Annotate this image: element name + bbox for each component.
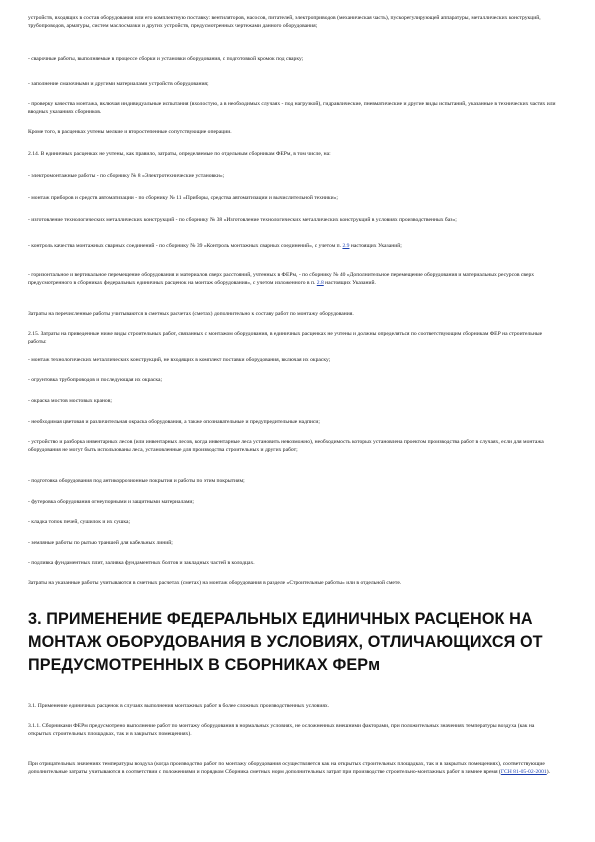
paragraph: Кроме того, в расценках учтены мелкие и второстепенные сопутствующие операции.	[28, 129, 232, 135]
paragraph: устройств, входящих в состав оборудования или его комплектную поставку: вентиляторов, насосов, питателей, электроприводов (механическая часть), пускорегулирующей аппаратуры, металлических конструкций, трубопроводов, арматуры, систем маслосмазки и других устройств, предусмотренных чертежами данного оборудования;	[28, 15, 541, 29]
paragraph: 2.15. Затраты на приведенные ниже виды строительных работ, связанных с монтажом оборудования, в единичных расценках не учтены и должны определяться по соответствующим сборникам ФЕР на строительные работы:	[28, 331, 543, 345]
paragraph-text: ).	[546, 769, 550, 775]
paragraph-text: настоящих Указаний;	[349, 243, 402, 249]
standard-link[interactable]: ГСН 81-05-02-2001	[500, 769, 547, 775]
paragraph: - сварочные работы, выполняемые в процессе сборки и установки оборудования, с подготовкой кромок под сварку;	[28, 56, 304, 62]
paragraph	[28, 760, 558, 776]
paragraph: - огрунтовка трубопроводов и последующая их окраска;	[28, 377, 163, 383]
paragraph: - футеровка оборудования огнеупорными и защитными материалами;	[28, 499, 194, 505]
paragraph: - окраска мостов мостовых кранов;	[28, 398, 112, 404]
paragraph	[28, 242, 558, 250]
paragraph-text: - горизонтальное и вертикальное перемещение оборудования и материалов сверх расстояний, учтенных в ФЕРм, - по сборнику № 40 «Дополнительное перемещение оборудования и материальных ресурсов сверх предусмотренного в сборниках федеральных единичных расценок на монтаж оборудования», с учетом изложенного в п.	[28, 272, 535, 286]
paragraph-text: - контроль качества монтажных сварных соединений - по сборнику № 39 «Контроль монтажных сварных соединений», с учетом п.	[28, 243, 343, 249]
paragraph: - необходимая цветовая и различительная окраска оборудования, а также опознавательные и предупредительные надписи;	[28, 419, 320, 425]
paragraph-text: настоящих Указаний.	[323, 280, 376, 286]
paragraph: 2.14. В единичных расценках не учтены, как правило, затраты, определяемые по отдельным сборникам ФЕРм, в том числе, на:	[28, 151, 331, 157]
paragraph: - земляные работы по рытью траншей для кабельных линий;	[28, 540, 173, 546]
paragraph-text: При отрицательных значениях температуры воздуха (когда производство работ по монтажу оборудования осуществляется как на открытых строительных площадках, так и в закрытых помещениях), соответствующие дополнительные затраты учитываются в соответствии с положениями и порядком Сборника сметных норм дополнительных затрат при производстве строительно-монтажных работ в зимнее время (	[28, 761, 545, 775]
paragraph	[28, 271, 558, 287]
paragraph: - подливка фундаментных плит, заливка фундаментных болтов и закладных частей в колодцах.	[28, 560, 255, 566]
paragraph: - электромонтажные работы - по сборнику № 8 «Электротехнические установки»;	[28, 173, 225, 179]
paragraph: - подготовка оборудования под антикоррозионные покрытия и работы по этим покрытиям;	[28, 478, 245, 484]
section-heading: 3. ПРИМЕНЕНИЕ ФЕДЕРАЛЬНЫХ ЕДИНИЧНЫХ РАСЦЕНОК НА МОНТАЖ ОБОРУДОВАНИЯ В УСЛОВИЯХ, ОТЛИЧАЮЩИХСЯ ОТ ПРЕДУСМОТРЕННЫХ В СБОРНИКАХ ФЕРм	[28, 610, 543, 674]
paragraph: 3.1. Применение единичных расценок в случаях выполнения монтажных работ в более сложных производственных условиях.	[28, 703, 330, 709]
paragraph: - заполнение смазочными и другими материалами устройств оборудования;	[28, 81, 209, 87]
paragraph: Затраты на указанные работы учитываются в сметных расчетах (сметах) на монтаж оборудования в разделе «Строительные работы» или в отдельной смете.	[28, 580, 402, 586]
paragraph: Затраты на перечисленные работы учитываются в сметных расчетах (сметах) дополнительно к составу работ по монтажу оборудования.	[28, 311, 354, 317]
paragraph: - монтаж технологических металлических конструкций, не входящих в комплект поставки оборудования, включая их окраску;	[28, 357, 331, 363]
clause-link[interactable]: 2.9	[342, 243, 350, 249]
clause-link[interactable]: 2.8	[316, 280, 324, 286]
paragraph: - монтаж приборов и средств автоматизации - по сборнику № 11 «Приборы, средства автоматизации и вычислительной техники»;	[28, 195, 338, 201]
paragraph: - проверку качества монтажа, включая индивидуальные испытания (вхолостую, а в необходимых случаях - под нагрузкой), гидравлические, пневматические и другие виды испытаний, указанные в технических частях или вводных указаниях сборников.	[28, 101, 556, 115]
paragraph: 3.1.1. Сборниками ФЕРм предусмотрено выполнение работ по монтажу оборудования в нормальных условиях, не осложненных внешними факторами, при положительных значениях температуры воздуха (как на открытых строительных площадках, так и в закрытых помещениях).	[28, 723, 535, 737]
paragraph: - кладка топок печей, сушилок и их сушка;	[28, 519, 131, 525]
paragraph: - изготовление технологических металлических конструкций - по сборнику № 38 «Изготовление технологических металлических конструкций в условиях производственных баз»;	[28, 217, 457, 223]
paragraph: - устройство и разборка инвентарных лесов (или инвентарных лесов, когда инвентарные леса установить невозможно), необходимость которых установлена проектом производства работ в случаях, если для монтажа оборудования не могут быть использованы леса, установленные для производства строительных и других работ;	[28, 439, 544, 453]
